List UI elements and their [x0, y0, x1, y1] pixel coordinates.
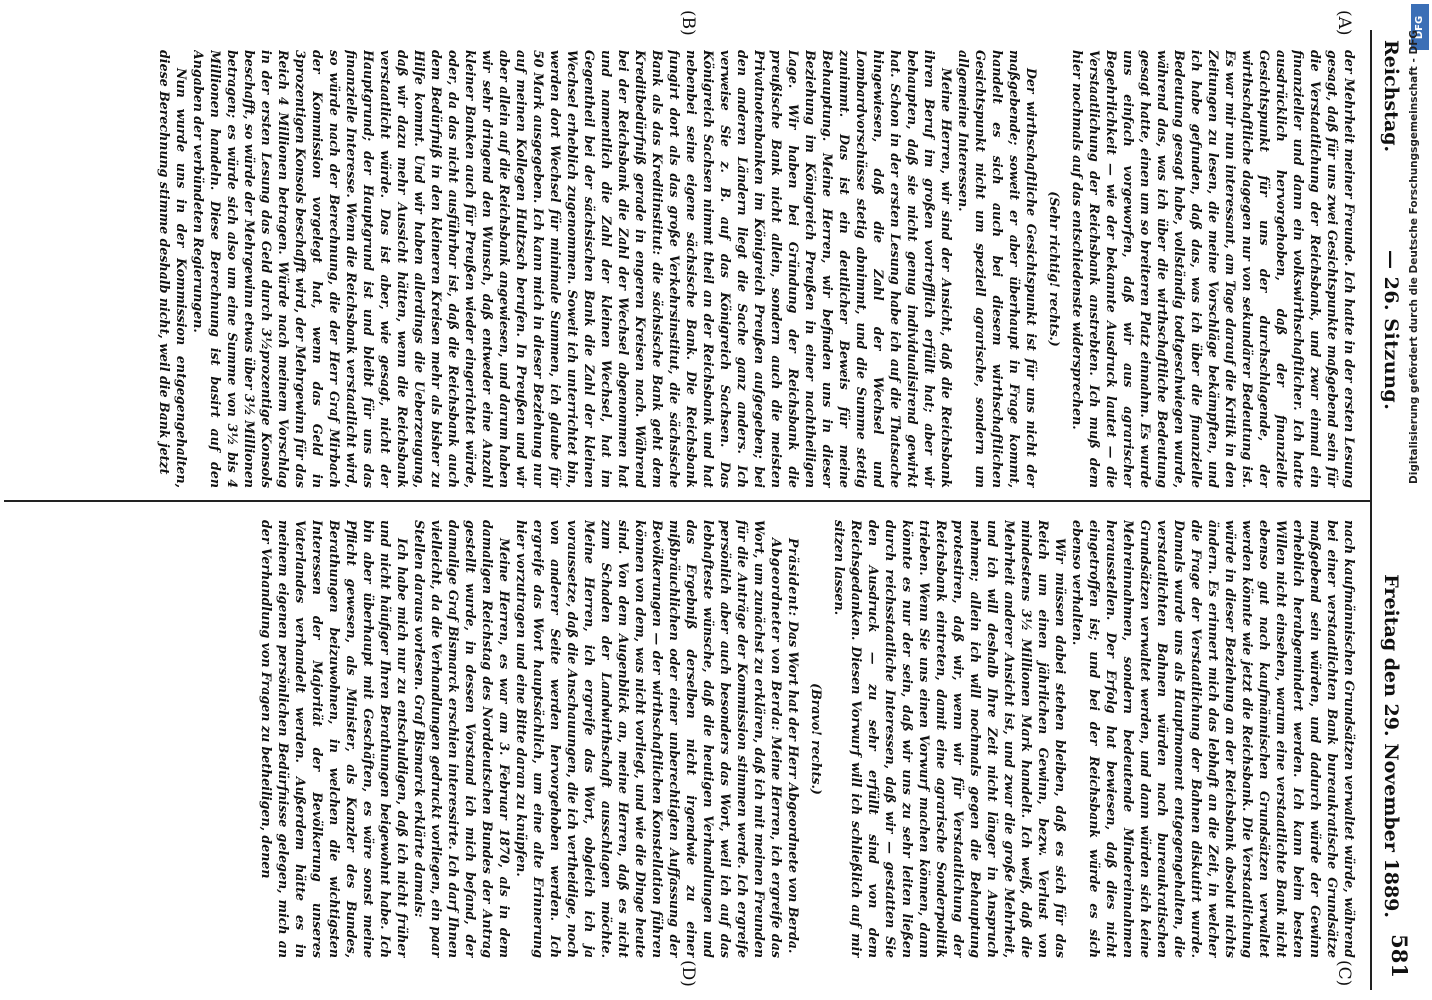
left-paragraph-4: Nun wurde uns in der Kommission entgegengehalten, diese Berechnung stimme deshalb nicht, weil die Bank jetzt — [157, 50, 189, 488]
left-paragraph-2: Der wirthschaftliche Gesichtspunkt ist für uns nicht der maßgebende; soweit er aber überhaupt in Frage kommt, handelt es sich auch bei diesem wirthschaftlichen Gesichtspunkt nicht um speziell agrarische, sondern um allgemeine Interessen. — [956, 50, 1039, 488]
header-left: Reichstag. — [1380, 40, 1402, 153]
header-date: Freitag den 29. November 1889. — [1380, 574, 1402, 918]
marker-d: (D) — [678, 960, 698, 987]
marker-c: (C) — [1334, 960, 1354, 987]
left-interjection: (Sehr richtig! rechts.) — [1047, 191, 1062, 347]
page-number: 581 — [1387, 934, 1412, 978]
header-rule — [1370, 30, 1372, 990]
right-interjection: (Bravo! rechts.) — [809, 683, 824, 795]
marker-a: (A) — [1334, 10, 1354, 36]
left-paragraph-1: der Mehrheit meiner Freunde. Ich hatte in der ersten Lesung gesagt, daß für uns zwei Gesichtspunkte maßgebend sein für die Verstaatlichung der Reichsbank, und zwar einmal ein finanzieller und dann ein volkswirthschaftlicher. Ich hatte ausdrücklich hervorgehoben, daß der finanzielle Gesichtspunkt für uns der durchschlagende, der wirthschaftliche dagegen nur von sekundärer Bedeutung ist. Es war mir nun interessant, am Tage darauf die Kritik in den Zeitungen zu lesen, die meine Vorschläge bekämpften, und ich habe gefunden, daß das, was ich über die finanzielle Bedeutung gesagt habe, vollständig todtgeschwiegen wurde, während das, was ich über die wirthschaftliche Bedeutung gesagt hatte, einen um so breiteren Platz einnahm. Es wurde uns einfach vorgeworfen, daß wir aus agrarischer Begehrlichkeit — wie der bekannte Ausdruck lautet — die Verstaatlichung der Reichsbank anstrebten. Ich muß dem hier nochmals auf das entschiedenste widersprechen. — [1070, 50, 1357, 488]
president-statement — [785, 520, 802, 958]
right-column — [8, 520, 1358, 958]
left-column — [8, 50, 1358, 488]
bismarck-quote: Ich habe mich nur zu entschuldigen, daß ich nicht früher und nicht häufiger Ihren Berathungen beigewohnt habe. Ich bin aber überhaupt mit Geschäften, es wäre sonst meine Pflicht gewesen, als Minister, als Kanzler des Bundes, Berathungen beizuwohnen, in welchen die wichtigsten Interessen der Majorität der Bevölkerung unseres Vaterlandes verhandelt werden. Außerdem hätte es in meinem eigenen persönlichen Bedürfnisse gelegen, mich an der Verhandlung von Fragen zu betheiligen, denen — [259, 520, 410, 958]
speaker-label-berda: Abgeordneter von Berda: — [769, 538, 784, 731]
header-center: — 26. Sitzung. — [1380, 250, 1402, 411]
right-paragraph-5: Meine Herren, es war am 3. Februar 1870, als in dem damaligen Reichstag des Norddeutschen Bundes der Antrag gestellt wurde, in dessen Vorstand ich mich befand, der damalige Graf Bismarck erschien interessirte. Ich darf Ihnen vielleicht, da die Verhandlungen gedruckt vorliegen, ein paar Stellen daraus vorlesen. Graf Bismarck erklärte damals: — [412, 520, 512, 958]
digitization-credit: Digitalisierung gefördert durch die Deutsche Forschungsgemeinschaft - DFG — [1408, 30, 1420, 484]
president-text: Das Wort hat der Herr Abgeordnete von Berda. — [786, 620, 801, 954]
marker-b: (B) — [678, 10, 698, 36]
speech-berda — [513, 520, 785, 958]
speaker-label-president: Präsident: — [786, 538, 801, 617]
right-paragraph-1: nach kaufmännischen Grundsätzen verwaltet würde, während bei einer verstaatlichten Bank bureaukratische Grundsätze maßgebend sein würden, und dadurch würde der Gewinn erheblich herabgemindert werden. Ich kann beim besten Willen nicht einsehen, warum eine verstaatlichte Bank nicht ebenso gut nach kaufmännischen Grundsätzen verwaltet werden könnte wie jetzt die Reichsbank. Die Verstaatlichung würde in dieser Beziehung an der Reichsbank absolut nichts ändern. Es erinnert mich das lebhaft an die Zeit, in welcher die Frage der Verstaatlichung der Bahnen diskutirt wurde. Damals wurde uns als Hauptmoment entgegengehalten, die verstaatlichten Bahnen würden nach bureaukratischen Grundsätzen verwaltet werden, und dann würden sich keine Mehreinnahmen, sondern bedeutende Mindereinnahmen herausstellen. Der Erfolg hat bewiesen, daß dies nicht eingetroffen ist; und bei der Reichsbank würde es sich ebenso verhalten. — [1070, 520, 1357, 958]
right-paragraph-2: Wir müssen dabei stehen bleiben, daß es sich für das Reich um einen jährlichen Gewinn, bezw. Verlust von mindestens 3½ Millionen Mark handelt. Ich weiß, daß die Mehrheit anderer Ansicht ist, und zwar die große Mehrheit, und ich will deshalb Ihre Zeit nicht länger in Anspruch nehmen; allein ich will nochmals gegen die Behauptung protestiren, daß wir, wenn wir für Verstaatlichung der Reichsbank eintreten, damit eine agrarische Sonderpolitik trieben. Wenn Sie uns einen Vorwurf machen können, dann könnte es nur der sein, daß wir uns zu sehr leiten ließen durch reichsstaatliche Interessen, daß wir — gestatten Sie den Ausdruck — zu sehr erfüllt sind von dem Reichsgedanken. Diesen Vorwurf will ich schließlich auf mir sitzen lassen. — [832, 520, 1068, 958]
left-paragraph-3: Meine Herren, wir sind der Ansicht, daß die Reichsbank ihren Beruf im großen vortrefflich erfüllt hat; aber wir behaupten, daß sie nicht genug individualisirend gewirkt hat. Schon in der ersten Lesung habe ich auf die Thatsache hingewiesen, daß die Zahl der Wechsel und Lombardvorschüsse stetig abnimmt, und die Summe stetig zunimmt. Das ist ein deutlicher Beweis für meine Behauptung. Meine Herren, wir befinden uns in dieser Beziehung im Königreich Preußen in einer nachtheiligen Lage. Wir haben bei Gründung der Reichsbank die preußische Bank nicht allein, sondern auch die meisten Privatnotenbanken im Königreich Preußen aufgegeben; bei den anderen Ländern liegt die Sache ganz anders. Ich verweise Sie z. B. auf das Königreich Sachsen. Das Königreich Sachsen nimmt theil an der Reichsbank und hat nebenbei seine eigene sächsische Bank. Die Reichsbank fungirt dort als das große Verkehrsinstitut, die sächsische Bank als das Kreditinstitut: die sächsische Bank geht dem Kreditbedürfniß gerade in engeren Kreisen nach. Während bei der Reichsbank die Zahl der Wechsel abgenommen hat und namentlich die Zahl der kleinen Wechsel, hat im Gegentheil bei der sächsischen Bank die Zahl der kleinen Wechsel erheblich zugenommen. Soweit ich unterrichtet bin, werden dort Wechsel für minimale Summen, ich glaube für 50 Mark ausgegeben. Ich kann mich in dieser Beziehung nur auf meinen Kollegen Hultzsch berufen. In Preußen und wir aber allein auf die Reichsbank angewiesen, und darum haben wir sehr dringend den Wunsch, daß entweder eine Anzahl kleiner Banken auch für Preußen wieder eingerichtet würde, oder, da das nicht ausführbar ist, daß die Reichsbank auch dem Bedürfniß in den kleineren Kreisen mehr als bisher zu Hilfe kommt. Und wir haben allerdings die Ueberzeugung, daß wir dazu mehr Aussicht hätten, wenn die Reichsbank verstaatlicht würde. Das ist aber, wie gesagt, nicht der Hauptgrund; der Hauptgrund ist und bleibt für uns das finanzielle Interesse. Wenn die Reichsbank verstaatlicht wird, so würde nach der Berechnung, die der Herr Graf Mirbach der Kommission vorgelegt hat, wenn das Geld in 3prozentigen Konsols beschafft wird, der Mehrgewinn für das Reich 4 Millionen betragen. Würde nach meinem Vorschlag in der ersten Lesung das Geld durch 3½prozentige Konsols beschafft, so würde der Mehrgewinn etwas über 3½ Millionen betragen; es würde sich also um eine Summe von 3½ bis 4 Millionen handeln. Diese Berechnung ist basirt auf den Angaben der verbündeten Regierungen. — [191, 50, 954, 488]
dfg-logo-text: DFG — [1414, 15, 1426, 39]
berda-text: Meine Herren, ich ergreife das Wort, um zunächst zu erklären, daß ich mit meinen Freunden für die Anträge der Kommission stimmen werde. Ich ergreife persönlich aber auch besonders das Wort, weil ich auf das lebhafteste wünsche, daß die heutigen Verhandlungen und das Ergebniß derselben nicht irgendwie zu einer mißbräuchlichen oder einer unberechtigten Auffassung der Bevölkerungen — der wirthschaftlichen Konstellation führen können von dem, was nicht vorliegt, und wie die Dinge heute sind. Von dem Augenblick an, meine Herren, daß es nicht zum Schaden der Landwirthschaft ausschlagen möchte. Meine Herren, ich ergreife das Wort, obgleich ich ja voraussetze, daß die Anschauungen, die ich vertheidige, noch von anderer Seite werden hervorgehoben werden. Ich ergreife das Wort hauptsächlich, um eine alte Erinnerung hier vorzutragen und eine Bitte daran zu knüpfen. — [514, 520, 784, 958]
column-divider — [4, 500, 1370, 502]
